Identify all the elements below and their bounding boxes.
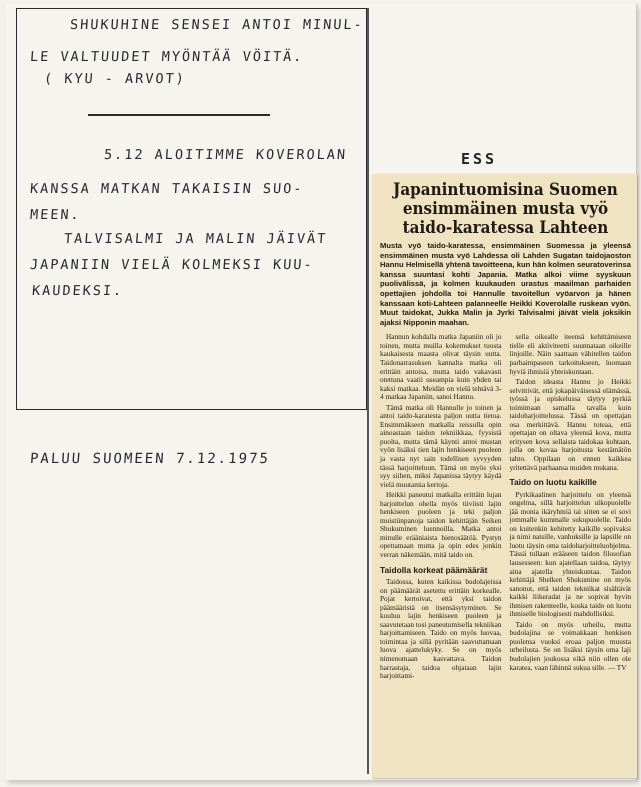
article-subheading: Taidolla korkeat päämäärät <box>380 564 488 575</box>
article-paragraph: Heikki paneutui matkalla erittäin lujan harjoittelun ohella myös tiiviisti lajin henkiseen puoleen ja teki paljon muistiinpanoja taidon kehittäjän Seiken Shukuminen luennoilla. Matka antoi minulle erääniaista hienosäätöä. Pystyn opettamaan mutta ja opin edes jonkin verran näkemään, mitä taido on. <box>380 490 502 560</box>
note-kyu-line-3: ( KYU - ARVOT) <box>43 71 187 87</box>
note-kyu-line-2: LE VALTUUDET MYÖNTÄÄ VÖITÄ. <box>29 49 305 65</box>
note-return-line-6: KAUDEKSI. <box>31 283 124 299</box>
scrapbook-page <box>6 4 637 780</box>
article-paragraph: Taidon ideasta Hannu jo Heikki selvittivät, että jokapäiväisessä elämässä, työssä ja opiskelussa täytyy pyrkiä toimimaan samalla tavalla kuin taidoharjoittelussa. Tässä on opettajan osa merkittävä. Hannu toteaa, että opettajan on oltava yleensä kova, mutta eritysen kova sellaista taidokaa kohtaan, jolla on kovaa harjoitusta kestämätön tahto. Oppilaan on ennen kaikkea yritettävä parhaansa muiden mukana. <box>509 377 631 472</box>
newspaper-clipping <box>372 174 637 778</box>
article-columns <box>380 333 631 682</box>
article-paragraph: Tämä matka oli Hannulle jo toinen ja antoi taido-karatesta paljon uutta tietoa. Ensimmäkseen matkalla reissulla opin ainoastaan taidon tekniikkaa, fyysistä puolta, mutta tämä käynti antoi mustan vyön lisäksi tien lajin henkiseen puoleen ja vasta nyt sain todellisen syvyyden tässä harjoitteluun. Tämä on myös yksi syy siihen, miksi Japanissa täytyy käydä vielä muutamia kertoja. <box>380 402 502 489</box>
newspaper-source-label: ESS <box>461 150 498 168</box>
note-return-line-5: JAPANIIN VIELÄ KOLMEKSI KUU- <box>29 257 315 273</box>
article-paragraph: Pyrkikaalinen harjoittelu on yleensä ongelma, sillä harjoittelun ulkopuolelle jää monia ikäryhmiä tai sitten se ei sovi jommalle kummalle sukupuolelle. Taido on kuitenkin kehitetty kaikille sopivaksi ja nimi natsille, vanhuksille ja lapsille on luotu täysin oma taidoharjoitteluohjelma. Tässä tullaan erääseen taidon filosofian lausesseen: kun ajatellaan taidoa, täytyy aina ajatella yhteiskuntaa. Taidon kehittäjä Shelken Shukumine on myös sanonut, että taidon tekniikat sisältävät kaikki liikeradat ja ne sopivat hyvin ihmisen rakenteelle, koska taido on luotu ihmiselle biologisesti mahdollisiksi. <box>509 489 631 619</box>
handwritten-rule <box>88 114 270 116</box>
article-column-right <box>510 333 632 682</box>
note-return-line-3: MEEN. <box>29 207 82 223</box>
article-subheading: Taido on luotu kaikille <box>509 477 597 488</box>
article-paragraph: sella oikealle iteensä kehittämiseen tielle eli aktiviteetti suunnataan oikeille linjoille. Näin saattaan vähitellen taidon parhaimpaseen tarkoitukseen, luomaan hyviä ihmisiä yhteiskuntaan. <box>509 332 631 376</box>
note-return-line-4: TALVISALMI JA MALIN JÄIVÄT <box>63 231 328 247</box>
page-divider <box>367 8 369 774</box>
note-return-date: PALUU SUOMEEN 7.12.1975 <box>29 451 271 467</box>
article-lead: Musta vyö taido-karatessa, ensimmäinen Suomessa ja yleensä ensimmäinen musta vyö Lahdessa oli Lahden Sugatan taidojaoston Hannu Helmisellä yhtenä tavoitteena, kun hän kolmen seuratoverinsa kanssa suuntasi kohti Japania. Matka alkoi viime syyskuun puolivälissä, ja kolmen kuukauden urastus maailman parhaiden opettajien johdolla toi Hannulle tavoitellun vyöarvon ja hänen kanssaan koti-Lahteen palanneelle Heikki Koverolalle ruskean vyön. Muut taidokat, Jukka Malin ja Jyrki Talvisalmi jäivät vielä joksikin ajaksi Nipponin maahan. <box>380 241 631 327</box>
note-return-line-2: KANSSA MATKAN TAKAISIN SUO- <box>29 181 305 197</box>
article-headline: Japanintuomisina Suomen ensimmäinen musta vyö taido-karatessa Lahteen <box>393 180 618 237</box>
article-paragraph: Taido on myös urheilu, mutta budolajina se voimakkaan henkisen puolensa vuoksi eroaa paljon muusta urheilusta. Se on lisäksi täysin oma laji budolajien joukossa eikä niin ollen ole karatea, vaan lähinnä sukua sille. — TV <box>509 619 631 672</box>
article-paragraph: Taidossa, kuten kaikissa budolajeissa on päämäärät asetettu erittäin korkealle. Pojat kertoivat, että yksi taidon päämääristä on itsensäsytyminen. Se kuuluu lajin henkiseen puoleen ja saavutetaan tosi paneutumisella tekniikan harjoittamiseen. Taido on myös luovaa, toimintaa ja sillä pyritään saavuttamaan luova ajattelukyky. Se on myös nimenomaan kasvattava. Taidon harrastaja, taidoa ohjataan lajin harjoittami- <box>380 577 502 681</box>
article-column-left <box>380 333 502 682</box>
note-kyu-line-1: SHUKUHINE SENSEI ANTOI MINUL- <box>69 17 365 33</box>
article-paragraph: Hannun kohdalla matka Japaniin oli jo toinen, mutta muilla kokemukset tuosta kaukaisesta maasta olivat täysin uutta. Taidonarrasuksen kannalta matka oli erittäin antoisa, mutta taido vakavasti otettuna vaatii useampia kuin yhden tai kaksi matkaa. Meidän on vielä tehtävä 3-4 matkaa Japaniin, sanoi Hannu. <box>380 332 502 402</box>
note-return-line-1: 5.12 ALOITIMME KOVEROLAN <box>103 147 348 163</box>
